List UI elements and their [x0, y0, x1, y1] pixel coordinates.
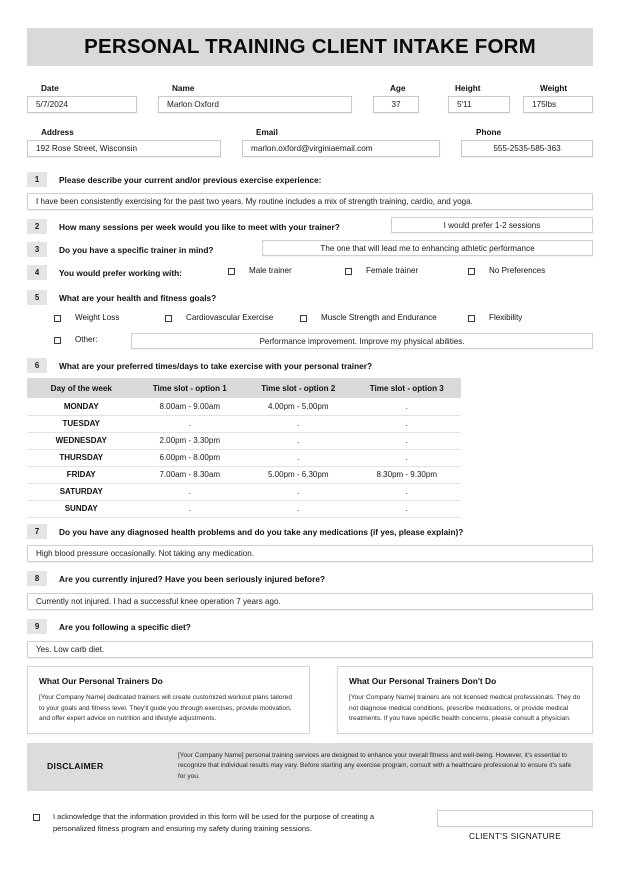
schedule-day: FRIDAY: [27, 466, 136, 483]
trainers-do-title: What Our Personal Trainers Do: [39, 676, 163, 686]
acknowledgement-text: I acknowledge that the information provided in this form will be used for the purpose of creating a personalized fitness program and ensuring my safety during training sessions.: [53, 812, 375, 834]
checkbox-label-no-preferences: No Preferences: [489, 266, 546, 275]
address-label: Address: [41, 128, 74, 137]
table-row: [27, 466, 461, 483]
answer-field-8[interactable]: Currently not injured. I had a successful knee operation 7 years ago.: [27, 593, 593, 610]
table-row: [27, 398, 461, 415]
signature-caption: CLIENT'S SIGNATURE: [468, 831, 562, 841]
checkbox-label-muscle-strength-endurance: Muscle Strength and Endurance: [321, 313, 437, 322]
schedule-cell-option2[interactable]: .: [244, 432, 353, 449]
schedule-cell-option3[interactable]: .: [353, 449, 462, 466]
question-number-9: 9: [27, 619, 47, 634]
schedule-day: TUESDAY: [27, 415, 136, 432]
schedule-cell-option3[interactable]: 8.30pm - 9.30pm: [353, 466, 462, 483]
schedule-cell-option1[interactable]: .: [136, 500, 245, 517]
table-row: [27, 432, 461, 449]
date-field[interactable]: 5/7/2024: [27, 96, 137, 113]
name-field[interactable]: Marlon Oxford: [158, 96, 352, 113]
checkbox-flexibility[interactable]: [468, 315, 475, 322]
answer-field-2[interactable]: I would prefer 1-2 sessions: [391, 217, 593, 233]
schedule-table: [27, 378, 461, 518]
answer-field-9[interactable]: Yes. Low carb diet.: [27, 641, 593, 658]
question-text-7: Do you have any diagnosed health problems and do you take any medications (if yes, please explain)?: [59, 527, 464, 537]
question-text-2: How many sessions per week would you like to meet with your trainer?: [59, 222, 340, 232]
schedule-cell-option1[interactable]: 2.00pm - 3.30pm: [136, 432, 245, 449]
schedule-cell-option2[interactable]: .: [244, 415, 353, 432]
checkbox-label-cardiovascular-exercise: Cardiovascular Exercise: [186, 313, 274, 322]
trainers-dont-box: [337, 666, 593, 734]
table-row: [27, 500, 461, 517]
checkbox-label-male-trainer: Male trainer: [249, 266, 292, 275]
question-number-5: 5: [27, 290, 47, 305]
schedule-header-option2: Time slot - option 2: [244, 378, 353, 398]
schedule-cell-option1[interactable]: .: [136, 483, 245, 500]
schedule-cell-option2[interactable]: 4.00pm - 5.00pm: [244, 398, 353, 415]
weight-field[interactable]: 175lbs: [523, 96, 593, 113]
phone-label: Phone: [476, 128, 502, 137]
trainers-dont-body: [Your Company Name] trainers are not licensed medical professionals. They do not diagnose medical conditions, prescribe medications, or provide medical treatments. If you have specific health concerns, please consult a physician.: [349, 694, 581, 723]
schedule-cell-option1[interactable]: .: [136, 415, 245, 432]
checkbox-weight-loss[interactable]: [54, 315, 61, 322]
schedule-cell-option1[interactable]: 8.00am - 9.00am: [136, 398, 245, 415]
question-text-3: Do you have a specific trainer in mind?: [59, 245, 214, 255]
schedule-header-row: [27, 378, 461, 398]
schedule-header-option3: Time slot - option 3: [353, 378, 462, 398]
question-text-4: You would prefer working with:: [59, 268, 182, 278]
height-field[interactable]: 5'11: [448, 96, 510, 113]
checkbox-label-flexibility: Flexibility: [489, 313, 523, 322]
disclaimer-body: [Your Company Name] personal training services are designed to enhance your overall fitness and well-being. However, it's essential to recognize that individual results may vary. Before starting any exercise program, consult with a healthcare professional to ensure it's safe for you.: [178, 752, 572, 780]
question-number-4: 4: [27, 265, 47, 280]
height-label: Height: [455, 84, 481, 93]
schedule-cell-option2[interactable]: .: [244, 500, 353, 517]
answer-field-other[interactable]: Performance improvement. Improve my physical abilities.: [131, 333, 593, 349]
checkbox-acknowledgement[interactable]: [33, 814, 40, 821]
checkbox-label-female-trainer: Female trainer: [366, 266, 419, 275]
trainers-dont-title: What Our Personal Trainers Don't Do: [349, 676, 497, 686]
table-row: [27, 483, 461, 500]
question-number-3: 3: [27, 242, 47, 257]
question-number-1: 1: [27, 172, 47, 187]
answer-field-7[interactable]: High blood pressure occasionally. Not taking any medication.: [27, 545, 593, 562]
question-number-6: 6: [27, 358, 47, 373]
trainers-do-box: [27, 666, 310, 734]
question-number-7: 7: [27, 524, 47, 539]
schedule-cell-option3[interactable]: .: [353, 398, 462, 415]
checkbox-other[interactable]: [54, 337, 61, 344]
schedule-cell-option3[interactable]: .: [353, 483, 462, 500]
signature-field[interactable]: [437, 810, 593, 827]
age-field[interactable]: 37: [373, 96, 419, 113]
age-label: Age: [390, 84, 406, 93]
answer-field-1[interactable]: I have been consistently exercising for the past two years. My routine includes a mix of strength training, cardio, and yoga.: [27, 193, 593, 210]
email-label: Email: [256, 128, 278, 137]
checkbox-male-trainer[interactable]: [228, 268, 235, 275]
disclaimer-label: DISCLAIMER: [47, 761, 104, 771]
schedule-cell-option2[interactable]: 5.00pm - 6.30pm: [244, 466, 353, 483]
address-field[interactable]: 192 Rose Street, Wisconsin: [27, 140, 221, 157]
table-row: [27, 415, 461, 432]
schedule-cell-option1[interactable]: 6.00pm - 8.00pm: [136, 449, 245, 466]
schedule-cell-option3[interactable]: .: [353, 432, 462, 449]
question-text-6: What are your preferred times/days to take exercise with your personal trainer?: [59, 361, 373, 371]
schedule-header-day: Day of the week: [27, 378, 136, 398]
table-row: [27, 449, 461, 466]
weight-label: Weight: [540, 84, 568, 93]
email-field[interactable]: marlon.oxford@virginiaemail.com: [242, 140, 440, 157]
question-text-8: Are you currently injured? Have you been seriously injured before?: [59, 574, 326, 584]
checkbox-muscle-strength-endurance[interactable]: [300, 315, 307, 322]
checkbox-cardiovascular-exercise[interactable]: [165, 315, 172, 322]
answer-field-3[interactable]: The one that will lead me to enhancing athletic performance: [262, 240, 593, 256]
checkbox-label-weight-loss: Weight Loss: [75, 313, 120, 322]
schedule-cell-option3[interactable]: .: [353, 500, 462, 517]
schedule-day: MONDAY: [27, 398, 136, 415]
trainers-do-body: [Your Company Name] dedicated trainers will create customized workout plans tailored to your goals and fitness level. They'll guide you through exercises, provide motivation, and offer expert advice on nutrition and lifestyle adjustments.: [39, 694, 293, 723]
form-title-band: [27, 28, 593, 66]
schedule-day: WEDNESDAY: [27, 432, 136, 449]
question-text-1: Please describe your current and/or previous exercise experience:: [59, 175, 322, 185]
page-title: PERSONAL TRAINING CLIENT INTAKE FORM: [84, 35, 536, 58]
schedule-day: SATURDAY: [27, 483, 136, 500]
schedule-day: SUNDAY: [27, 500, 136, 517]
question-text-5: What are your health and fitness goals?: [59, 293, 217, 303]
schedule-cell-option2[interactable]: .: [244, 449, 353, 466]
question-text-9: Are you following a specific diet?: [59, 622, 191, 632]
question-number-2: 2: [27, 219, 47, 234]
schedule-header-option1: Time slot - option 1: [136, 378, 245, 398]
phone-field[interactable]: 555-2535-585-363: [461, 140, 593, 157]
checkbox-no-preferences[interactable]: [468, 268, 475, 275]
date-label: Date: [41, 84, 59, 93]
schedule-cell-option1[interactable]: 7.00am - 8.30am: [136, 466, 245, 483]
name-label: Name: [172, 84, 195, 93]
schedule-cell-option2[interactable]: .: [244, 483, 353, 500]
checkbox-label-other: Other:: [75, 335, 98, 344]
schedule-cell-option3[interactable]: .: [353, 415, 462, 432]
checkbox-female-trainer[interactable]: [345, 268, 352, 275]
schedule-day: THURSDAY: [27, 449, 136, 466]
question-number-8: 8: [27, 571, 47, 586]
